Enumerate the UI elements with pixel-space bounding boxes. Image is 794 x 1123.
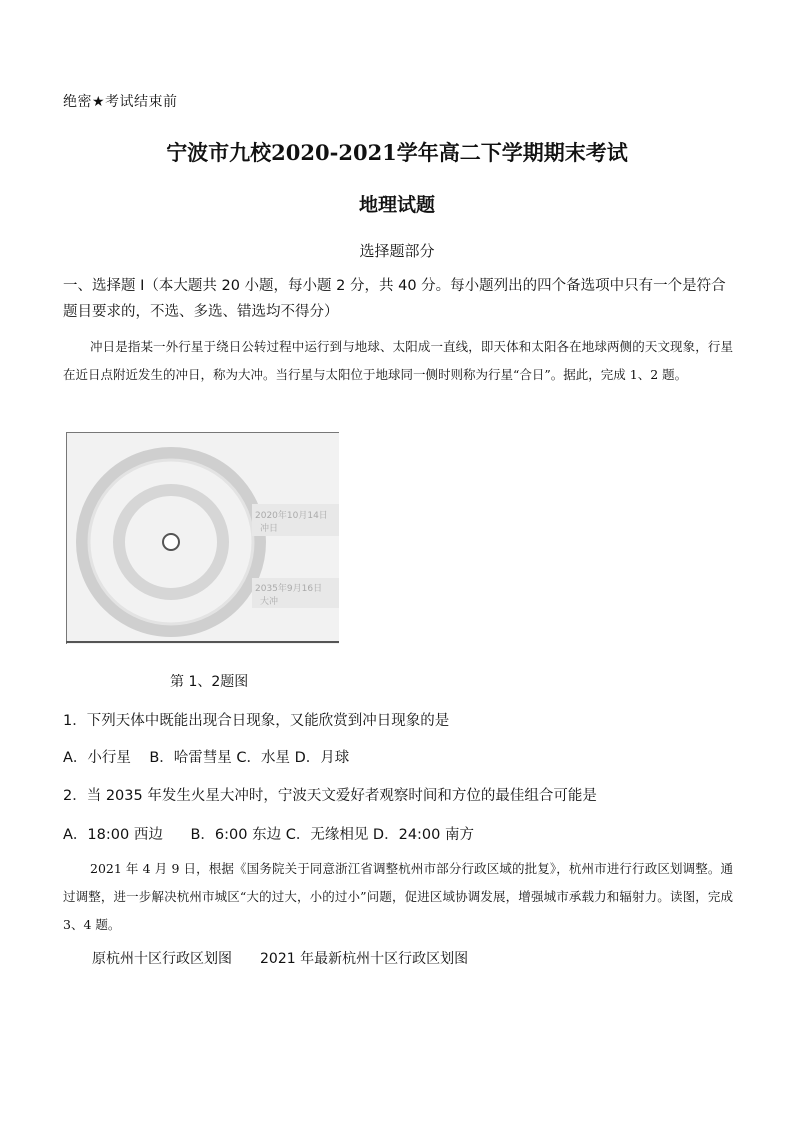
orbit-diagram (66, 432, 339, 644)
figure-label-great-opposition: 大冲 (260, 597, 279, 607)
question-1-stem: 1．下列天体中既能出现合日现象，又能欣赏到冲日现象的是 (63, 713, 450, 729)
map-caption-new: 2021 年最新杭州十区行政区划图 (260, 951, 469, 967)
question-2-options: A．18:00 西边 B．6:00 东边 C．无缘相见 D．24:00 南方 (63, 827, 474, 843)
figure-caption: 第 1、2题图 (170, 674, 249, 690)
question-1-options: A．小行星 B．哈雷彗星 C．水星 D．月球 (63, 750, 350, 766)
question-2-stem: 2．当 2035 年发生火星大冲时，宁波天文爱好者观察时间和方位的最佳组合可能是 (63, 788, 597, 804)
section-instructions: 一、选择题 I（本大题共 20 小题，每小题 2 分，共 40 分。每小题列出的四个备选项中只有一个是符合题目要求的，不选、多选、错选均不得分） (63, 278, 726, 320)
exam-title: 宁波市九校2020-2021学年高二下学期期末考试 (166, 140, 628, 165)
figure-label-opposition: 冲日 (260, 524, 279, 534)
figure-label-2035: 2035年9月16日 (255, 584, 323, 594)
orbit-figure (66, 432, 339, 644)
section-heading: 选择题部分 (359, 242, 435, 260)
figure-label-2020: 2020年10月14日 (255, 511, 328, 521)
passage-hangzhou: 2021 年 4 月 9 日，根据《国务院关于同意浙江省调整杭州市部分行政区域的批复》，杭州市进行行政区划调整。通过调整，进一步解决杭州市城区“大的过大，小的过小”问题，促进区域协调发展，增强城市承载力和辐射力。读图，完成 3、4 题。 (63, 861, 733, 932)
sun-icon (163, 534, 179, 550)
confidential-label: 绝密★考试结束前 (63, 94, 178, 110)
subject-title: 地理试题 (358, 194, 435, 216)
passage-opposition: 冲日是指某一外行星于绕日公转过程中运行到与地球、太阳成一直线，即天体和太阳各在地球两侧的天文现象，行星在近日点附近发生的冲日，称为大冲。当行星与太阳位于地球同一侧时则称为行星“合日”。据此，完成 1、2 题。 (63, 339, 733, 382)
map-caption-old: 原杭州十区行政区划图 (92, 951, 232, 967)
